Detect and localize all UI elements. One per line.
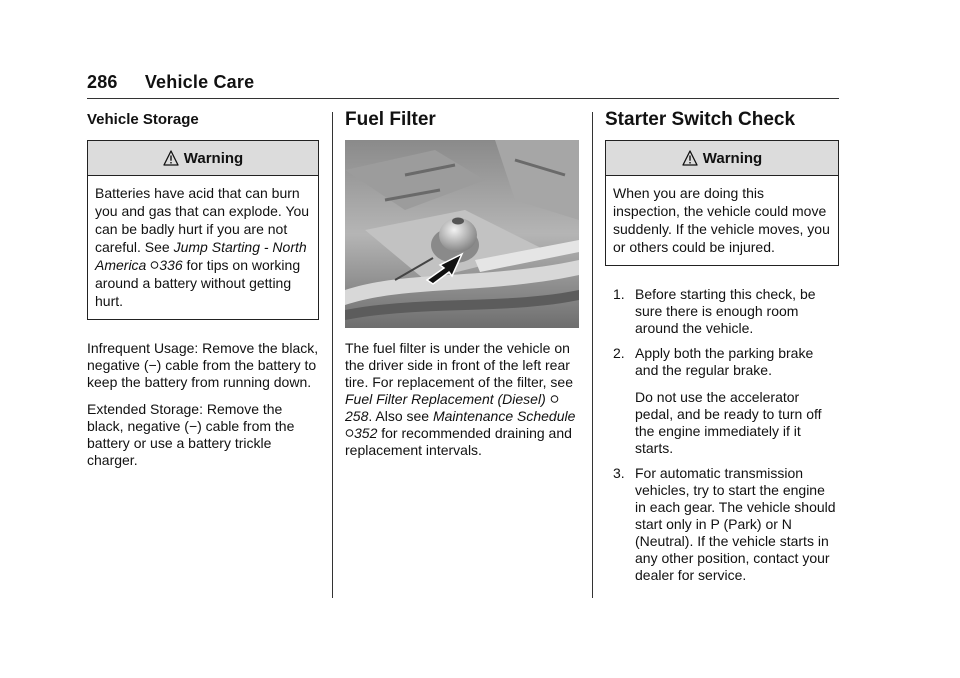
warning-body — [88, 176, 318, 319]
page-reference-icon — [550, 394, 559, 404]
column-starter-switch-check — [605, 108, 839, 592]
paragraph-infrequent-usage: Infrequent Usage: Remove the black, negative (−) cable from the battery to keep the battery from running down. — [87, 340, 319, 390]
warning-body: When you are doing this inspection, the vehicle could move suddenly. If the vehicle moves, you or others could be injured. — [613, 185, 830, 255]
warning-text-cont: for tips on working around a battery without getting hurt. — [95, 257, 301, 309]
fuel-filter-photo — [345, 140, 579, 328]
link-fuel-filter-replacement[interactable]: Fuel Filter Replacement (Diesel) — [345, 391, 546, 407]
page-number: 286 — [87, 72, 118, 92]
header-rule — [87, 98, 839, 99]
page-ref-336[interactable]: 336 — [159, 257, 183, 273]
section-heading-starter-switch: Starter Switch Check — [605, 109, 796, 130]
warning-title: Warning — [702, 149, 763, 167]
list-item-note: Do not use the accelerator pedal, and be ready to turn off the engine immediately if it starts. — [635, 389, 822, 456]
link-maintenance-schedule[interactable]: Maintenance Schedule — [432, 408, 576, 424]
page-ref-352[interactable]: 352 — [354, 425, 378, 441]
page-header — [87, 72, 254, 93]
chapter-title: Vehicle Care — [144, 72, 255, 92]
warning-text: Batteries have acid that can burn you and gas that can explode. You can be badly hurt if you are not careful. See — [95, 185, 310, 255]
list-item: 3. For automatic transmission vehicles, try to start the engine in each gear. The vehicle should start only in P (Park) or N (Neutral). If the vehicle starts in any other position, contact your dealer for service. — [613, 465, 836, 583]
warning-header — [88, 141, 318, 176]
warning-triangle-icon — [163, 150, 179, 166]
section-heading-fuel-filter: Fuel Filter — [345, 109, 436, 130]
page-reference-icon — [345, 428, 354, 438]
steps-list — [605, 286, 839, 584]
warning-title: Warning — [183, 149, 244, 167]
section-heading-vehicle-storage: Vehicle Storage — [87, 111, 199, 128]
list-item: 2. Apply both the parking brake and the regular brake. Do not use the accelerator pedal, and be ready to turn off the engine immediately if it starts. — [605, 345, 839, 457]
warning-triangle-icon — [682, 150, 698, 166]
column-divider — [592, 112, 593, 598]
fuel-filter-paragraph: The fuel filter is under the vehicle on the driver side in front of the left rear tire. For replacement of the filter, see Fuel Filter Replacement (Diesel) 258. Also see Maintenance Schedule 352 for recommended draining and replacement intervals. — [345, 340, 576, 458]
link-jump-starting[interactable]: Jump Starting - North America — [95, 239, 307, 273]
page-reference-icon — [150, 260, 159, 270]
warning-header — [606, 141, 838, 176]
warning-box — [605, 140, 839, 266]
column-divider — [332, 112, 333, 598]
paragraph-extended-storage: Extended Storage: Remove the black, negative (−) cable from the battery or use a battery trickle charger. — [87, 401, 295, 468]
column-fuel-filter — [345, 108, 579, 469]
column-vehicle-storage — [87, 108, 319, 479]
list-item: 1. Before starting this check, be sure there is enough room around the vehicle. — [613, 286, 816, 336]
warning-box — [87, 140, 319, 320]
page-ref-258[interactable]: 258 — [345, 408, 369, 424]
